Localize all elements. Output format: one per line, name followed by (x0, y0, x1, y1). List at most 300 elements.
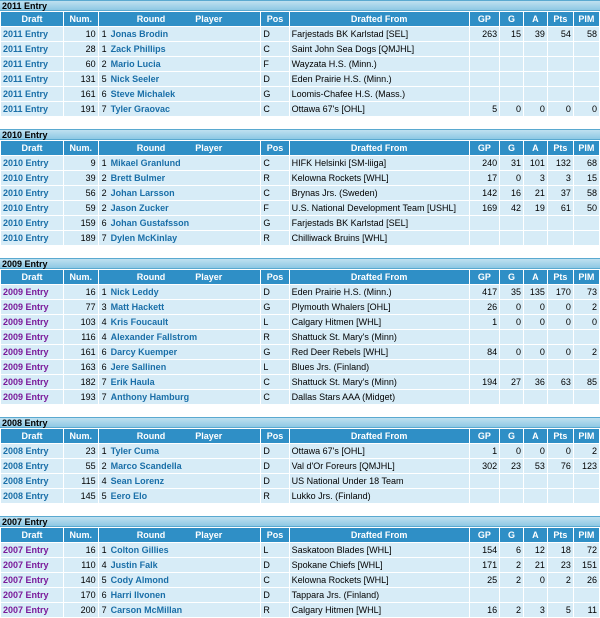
stat-pts: 0 (547, 345, 573, 360)
stat-g (500, 330, 524, 345)
player-cell (98, 474, 261, 489)
player-cell (98, 588, 261, 603)
draft-link[interactable]: 2007 Entry (3, 590, 49, 600)
draft-cell (1, 489, 64, 504)
section-title: 2007 Entry (0, 516, 600, 527)
pick-number: 170 (63, 588, 98, 603)
draft-link[interactable]: 2009 Entry (3, 347, 49, 357)
table-row (1, 216, 600, 231)
player-cell (98, 201, 261, 216)
stat-pim (573, 390, 599, 405)
stat-g: 0 (500, 171, 524, 186)
round-number: 1 (101, 545, 107, 555)
table-row (1, 444, 600, 459)
position: R (261, 489, 289, 504)
pick-number: 10 (63, 27, 98, 42)
stat-gp (469, 72, 499, 87)
draft-cell (1, 330, 64, 345)
pick-number: 161 (63, 87, 98, 102)
stat-gp: 1 (469, 444, 499, 459)
table-row (1, 171, 600, 186)
pick-number: 110 (63, 558, 98, 573)
drafted-from: Wayzata H.S. (Minn.) (289, 57, 469, 72)
pick-number: 159 (63, 216, 98, 231)
round-number: 4 (101, 560, 107, 570)
position: C (261, 390, 289, 405)
table-row (1, 102, 600, 117)
drafted-from: Shattuck St. Mary's (Minn) (289, 375, 469, 390)
draft-cell (1, 543, 64, 558)
pick-number: 28 (63, 42, 98, 57)
drafted-from: Shattuck St. Mary's (Minn) (289, 330, 469, 345)
position: L (261, 315, 289, 330)
stat-pts (547, 588, 573, 603)
column-header-a[interactable]: A (523, 528, 547, 543)
draft-cell (1, 300, 64, 315)
column-header-num[interactable]: Num. (63, 12, 98, 27)
player-cell (98, 231, 261, 246)
stat-a (523, 216, 547, 231)
stat-pim (573, 72, 599, 87)
stat-g: 0 (500, 444, 524, 459)
round-number: 2 (101, 188, 107, 198)
draft-link[interactable]: 2010 Entry (3, 173, 49, 183)
player-link[interactable]: Johan Gustafsson (110, 218, 190, 228)
draft-cell (1, 474, 64, 489)
stat-pim (573, 489, 599, 504)
column-header-pos[interactable]: Pos (261, 528, 289, 543)
column-header-pim[interactable]: PIM (573, 12, 599, 27)
pick-number: 59 (63, 201, 98, 216)
column-header-pim[interactable]: PIM (573, 270, 599, 285)
draft-link[interactable]: 2011 Entry (3, 74, 49, 84)
stat-a: 39 (523, 27, 547, 42)
column-header-player[interactable]: Round Player (98, 141, 261, 156)
player-link[interactable]: Johan Larsson (110, 188, 175, 198)
stat-gp (469, 330, 499, 345)
draft-cell (1, 102, 64, 117)
player-link[interactable]: Zack Phillips (110, 44, 166, 54)
player-link[interactable]: Steve Michalek (110, 89, 176, 99)
stat-a: 135 (523, 285, 547, 300)
draft-link[interactable]: 2011 Entry (3, 89, 49, 99)
stat-a: 0 (523, 102, 547, 117)
draft-cell (1, 315, 64, 330)
stat-g (500, 57, 524, 72)
round-number: 6 (101, 347, 107, 357)
draft-section (0, 417, 600, 504)
column-header-from[interactable]: Drafted From (289, 528, 469, 543)
draft-link[interactable]: 2010 Entry (3, 188, 49, 198)
stat-a (523, 72, 547, 87)
stat-pts: 0 (547, 315, 573, 330)
stat-a: 53 (523, 459, 547, 474)
column-header-player[interactable]: Round Player (98, 12, 261, 27)
pick-number: 145 (63, 489, 98, 504)
column-header-a[interactable]: A (523, 12, 547, 27)
draft-cell (1, 390, 64, 405)
draft-link[interactable]: 2008 Entry (3, 446, 49, 456)
draft-link[interactable]: 2009 Entry (3, 392, 49, 402)
column-header-num[interactable]: Num. (63, 270, 98, 285)
draft-link[interactable]: 2007 Entry (3, 605, 49, 615)
stat-g (500, 231, 524, 246)
position: D (261, 459, 289, 474)
stat-pim (573, 42, 599, 57)
position: G (261, 300, 289, 315)
column-header-gp[interactable]: GP (469, 141, 499, 156)
column-header-g[interactable]: G (500, 528, 524, 543)
stat-pim: 72 (573, 543, 599, 558)
round-number: 7 (101, 233, 107, 243)
player-link[interactable]: Nick Seeler (110, 74, 160, 84)
column-header-gp[interactable]: GP (469, 429, 499, 444)
drafted-from: US National Under 18 Team (289, 474, 469, 489)
stat-pim: 0 (573, 102, 599, 117)
stat-pim: 11 (573, 603, 599, 618)
column-header-draft[interactable]: Draft (1, 12, 64, 27)
column-header-pts[interactable]: Pts (547, 12, 573, 27)
player-cell (98, 285, 261, 300)
drafted-from: Saint John Sea Dogs [QMJHL] (289, 42, 469, 57)
column-header-pos[interactable]: Pos (261, 270, 289, 285)
stat-pts (547, 87, 573, 102)
table-row (1, 573, 600, 588)
drafted-from: Val d'Or Foreurs [QMJHL] (289, 459, 469, 474)
player-cell (98, 42, 261, 57)
stat-gp: 154 (469, 543, 499, 558)
round-number: 3 (101, 302, 107, 312)
stat-g: 15 (500, 27, 524, 42)
stat-gp (469, 57, 499, 72)
drafted-from: Farjestads BK Karlstad [SEL] (289, 216, 469, 231)
round-number: 5 (101, 74, 107, 84)
player-link[interactable]: Cody Almond (110, 575, 169, 585)
column-header-draft[interactable]: Draft (1, 270, 64, 285)
column-header-a[interactable]: A (523, 141, 547, 156)
stat-gp: 84 (469, 345, 499, 360)
stat-gp: 5 (469, 102, 499, 117)
pick-number: 56 (63, 186, 98, 201)
draft-link[interactable]: 2008 Entry (3, 491, 49, 501)
column-header-player[interactable]: Round Player (98, 528, 261, 543)
column-header-g[interactable]: G (500, 429, 524, 444)
draft-table (0, 428, 600, 504)
round-number: 1 (101, 158, 107, 168)
column-header-a[interactable]: A (523, 270, 547, 285)
stat-a (523, 588, 547, 603)
round-number: 7 (101, 377, 107, 387)
player-link[interactable]: Mikael Granlund (110, 158, 181, 168)
drafted-from: Ottawa 67's [OHL] (289, 444, 469, 459)
player-link[interactable]: Mario Lucia (110, 59, 161, 69)
stat-pts: 0 (547, 102, 573, 117)
player-cell (98, 330, 261, 345)
column-header-draft[interactable]: Draft (1, 528, 64, 543)
column-header-pim[interactable]: PIM (573, 429, 599, 444)
stat-pim (573, 330, 599, 345)
column-header-num[interactable]: Num. (63, 141, 98, 156)
stat-g: 2 (500, 603, 524, 618)
pick-number: 189 (63, 231, 98, 246)
round-number: 4 (101, 476, 107, 486)
player-link[interactable]: Jason Zucker (110, 203, 169, 213)
stat-gp: 1 (469, 315, 499, 330)
drafted-from: Saskatoon Blades [WHL] (289, 543, 469, 558)
player-link[interactable]: Erik Haula (110, 377, 155, 387)
player-link[interactable]: Marco Scandella (110, 461, 182, 471)
stat-pts: 2 (547, 573, 573, 588)
stat-pts: 76 (547, 459, 573, 474)
pick-number: 200 (63, 603, 98, 618)
player-cell (98, 444, 261, 459)
stat-gp: 17 (469, 171, 499, 186)
stat-pts (547, 57, 573, 72)
stat-g: 27 (500, 375, 524, 390)
column-header-pos[interactable]: Pos (261, 12, 289, 27)
draft-cell (1, 360, 64, 375)
position: F (261, 201, 289, 216)
stat-a: 0 (523, 300, 547, 315)
draft-link[interactable]: 2011 Entry (3, 59, 49, 69)
stat-g: 23 (500, 459, 524, 474)
table-row (1, 186, 600, 201)
draft-link[interactable]: 2011 Entry (3, 104, 49, 114)
draft-link[interactable]: 2010 Entry (3, 233, 49, 243)
stat-pim (573, 360, 599, 375)
player-link[interactable]: Tyler Cuma (110, 446, 160, 456)
draft-link[interactable]: 2008 Entry (3, 461, 49, 471)
draft-cell (1, 72, 64, 87)
player-link[interactable]: Dylen McKinlay (110, 233, 178, 243)
stat-gp: 302 (469, 459, 499, 474)
draft-link[interactable]: 2009 Entry (3, 377, 49, 387)
player-cell (98, 375, 261, 390)
pick-number: 191 (63, 102, 98, 117)
stat-g (500, 390, 524, 405)
stat-gp (469, 216, 499, 231)
draft-link[interactable]: 2007 Entry (3, 560, 49, 570)
draft-link[interactable]: 2009 Entry (3, 317, 49, 327)
stat-pts: 170 (547, 285, 573, 300)
round-number: 4 (101, 332, 107, 342)
player-link[interactable]: Nick Leddy (110, 287, 159, 297)
column-header-draft[interactable]: Draft (1, 429, 64, 444)
column-header-pos[interactable]: Pos (261, 429, 289, 444)
column-header-player[interactable]: Round Player (98, 429, 261, 444)
stat-pim (573, 216, 599, 231)
stat-a: 21 (523, 186, 547, 201)
position: G (261, 216, 289, 231)
drafted-from: Lukko Jrs. (Finland) (289, 489, 469, 504)
player-cell (98, 315, 261, 330)
column-header-g[interactable]: G (500, 12, 524, 27)
column-header-pts[interactable]: Pts (547, 528, 573, 543)
stat-pts: 37 (547, 186, 573, 201)
player-link[interactable]: Harri Ilvonen (110, 590, 166, 600)
column-header-from[interactable]: Drafted From (289, 270, 469, 285)
column-header-pts[interactable]: Pts (547, 429, 573, 444)
column-header-pos[interactable]: Pos (261, 141, 289, 156)
draft-link[interactable]: 2009 Entry (3, 332, 49, 342)
stat-pts (547, 489, 573, 504)
stat-a (523, 474, 547, 489)
round-number: 1 (101, 287, 107, 297)
draft-link[interactable]: 2010 Entry (3, 158, 49, 168)
column-header-from[interactable]: Drafted From (289, 12, 469, 27)
column-header-player[interactable]: Round Player (98, 270, 261, 285)
table-row (1, 201, 600, 216)
column-header-a[interactable]: A (523, 429, 547, 444)
table-row (1, 390, 600, 405)
draft-cell (1, 27, 64, 42)
draft-cell (1, 603, 64, 618)
draft-link[interactable]: 2011 Entry (3, 44, 49, 54)
column-header-pim[interactable]: PIM (573, 528, 599, 543)
pick-number: 115 (63, 474, 98, 489)
stat-gp (469, 87, 499, 102)
player-link[interactable]: Eero Elo (110, 491, 148, 501)
section-spacer (0, 405, 600, 417)
stat-a (523, 231, 547, 246)
draft-cell (1, 186, 64, 201)
draft-link[interactable]: 2009 Entry (3, 302, 49, 312)
position: C (261, 42, 289, 57)
player-cell (98, 489, 261, 504)
draft-link[interactable]: 2007 Entry (3, 545, 49, 555)
position: R (261, 231, 289, 246)
column-header-pts[interactable]: Pts (547, 270, 573, 285)
player-cell (98, 360, 261, 375)
round-number: 7 (101, 104, 107, 114)
stat-pts: 0 (547, 444, 573, 459)
stat-a (523, 42, 547, 57)
drafted-from: Ottawa 67's [OHL] (289, 102, 469, 117)
stat-a: 21 (523, 558, 547, 573)
player-link[interactable]: Kris Foucault (110, 317, 169, 327)
draft-table (0, 11, 600, 117)
position: L (261, 543, 289, 558)
stat-a: 0 (523, 573, 547, 588)
player-link[interactable]: Brett Bulmer (110, 173, 166, 183)
round-number: 5 (101, 575, 107, 585)
position: D (261, 285, 289, 300)
draft-link[interactable]: 2011 Entry (3, 29, 49, 39)
column-header-g[interactable]: G (500, 141, 524, 156)
stat-pim: 2 (573, 345, 599, 360)
draft-link[interactable]: 2010 Entry (3, 203, 49, 213)
stat-pim: 26 (573, 573, 599, 588)
player-cell (98, 603, 261, 618)
draft-link[interactable]: 2010 Entry (3, 218, 49, 228)
section-title: 2010 Entry (0, 129, 600, 140)
pick-number: 39 (63, 171, 98, 186)
position: G (261, 345, 289, 360)
player-link[interactable]: Darcy Kuemper (110, 347, 178, 357)
drafted-from: Loomis-Chafee H.S. (Mass.) (289, 87, 469, 102)
position: G (261, 87, 289, 102)
pick-number: 131 (63, 72, 98, 87)
position: D (261, 474, 289, 489)
column-header-num[interactable]: Num. (63, 429, 98, 444)
stat-pim: 58 (573, 186, 599, 201)
stat-a: 36 (523, 375, 547, 390)
player-link[interactable]: Colton Gillies (110, 545, 169, 555)
stat-g (500, 588, 524, 603)
column-header-gp[interactable]: GP (469, 12, 499, 27)
stat-pts: 63 (547, 375, 573, 390)
player-link[interactable]: Tyler Graovac (110, 104, 171, 114)
pick-number: 116 (63, 330, 98, 345)
player-cell (98, 300, 261, 315)
player-cell (98, 459, 261, 474)
column-header-gp[interactable]: GP (469, 528, 499, 543)
player-link[interactable]: Justin Falk (110, 560, 158, 570)
stat-g: 35 (500, 285, 524, 300)
table-row (1, 543, 600, 558)
stat-pim: 2 (573, 444, 599, 459)
draft-link[interactable]: 2007 Entry (3, 575, 49, 585)
column-header-num[interactable]: Num. (63, 528, 98, 543)
column-header-draft[interactable]: Draft (1, 141, 64, 156)
stat-gp: 194 (469, 375, 499, 390)
stat-pts (547, 42, 573, 57)
column-header-pts[interactable]: Pts (547, 141, 573, 156)
drafted-from: Red Deer Rebels [WHL] (289, 345, 469, 360)
draft-section (0, 258, 600, 405)
player-link[interactable]: Alexander Fallstrom (110, 332, 198, 342)
draft-cell (1, 57, 64, 72)
pick-number: 23 (63, 444, 98, 459)
draft-link[interactable]: 2008 Entry (3, 476, 49, 486)
stat-gp: 171 (469, 558, 499, 573)
pick-number: 60 (63, 57, 98, 72)
header-row (1, 141, 600, 156)
column-header-gp[interactable]: GP (469, 270, 499, 285)
stat-pim (573, 474, 599, 489)
player-link[interactable]: Jonas Brodin (110, 29, 169, 39)
player-link[interactable]: Anthony Hamburg (110, 392, 190, 402)
player-link[interactable]: Jere Sallinen (110, 362, 167, 372)
stat-pts: 23 (547, 558, 573, 573)
column-header-g[interactable]: G (500, 270, 524, 285)
player-link[interactable]: Matt Hackett (110, 302, 165, 312)
stat-pim: 2 (573, 300, 599, 315)
stat-g (500, 216, 524, 231)
column-header-pim[interactable]: PIM (573, 141, 599, 156)
column-header-from[interactable]: Drafted From (289, 429, 469, 444)
draft-link[interactable]: 2009 Entry (3, 362, 49, 372)
pick-number: 103 (63, 315, 98, 330)
stat-g (500, 87, 524, 102)
stat-g: 42 (500, 201, 524, 216)
stat-g (500, 72, 524, 87)
stat-g: 0 (500, 345, 524, 360)
stat-pts (547, 231, 573, 246)
player-link[interactable]: Sean Lorenz (110, 476, 165, 486)
section-title: 2011 Entry (0, 0, 600, 11)
draft-link[interactable]: 2009 Entry (3, 287, 49, 297)
stat-pts (547, 474, 573, 489)
stat-pim: 151 (573, 558, 599, 573)
header-row (1, 429, 600, 444)
player-link[interactable]: Carson McMillan (110, 605, 183, 615)
player-cell (98, 390, 261, 405)
table-row (1, 231, 600, 246)
stat-a (523, 57, 547, 72)
stat-pim: 0 (573, 315, 599, 330)
column-header-from[interactable]: Drafted From (289, 141, 469, 156)
